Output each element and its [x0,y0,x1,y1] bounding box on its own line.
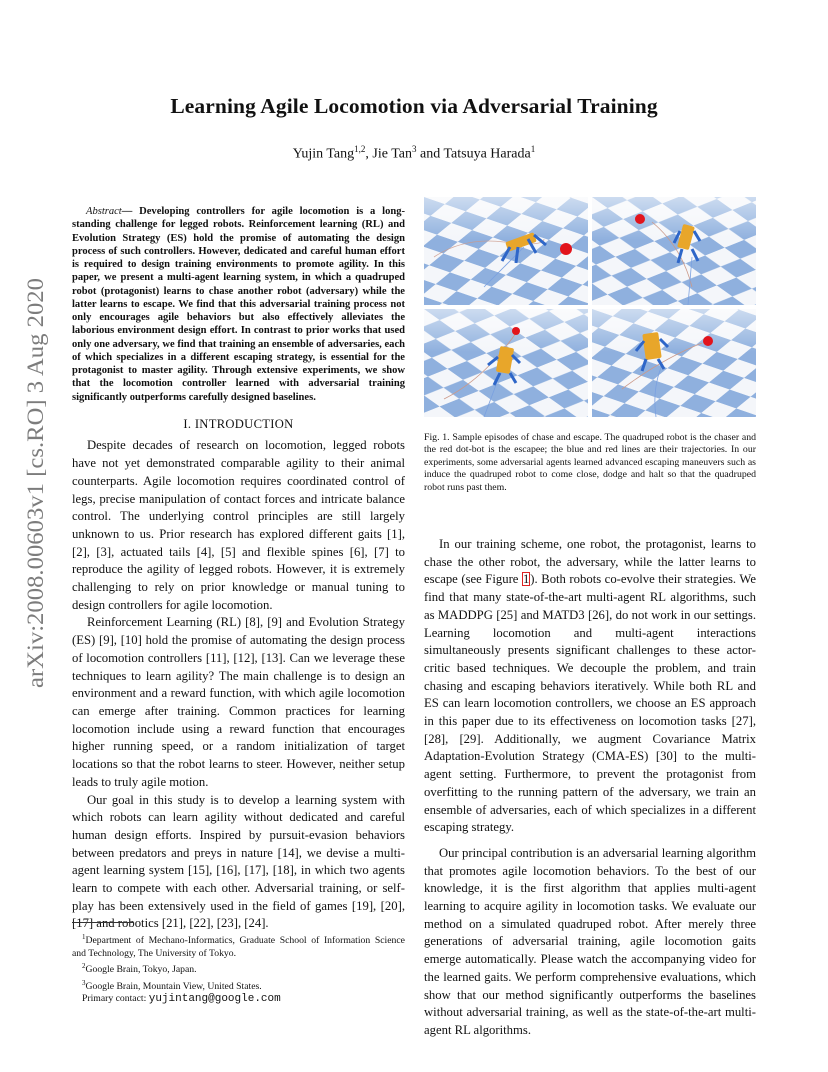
footnote-mark: 3 [82,978,86,987]
footnote-1 [72,931,405,960]
footnote-mark: 1 [82,933,86,941]
section-heading: I. INTRODUCTION [183,416,294,431]
paragraph-text: ). Both robots co-evolve their strategies. We find that many state-of-the-art multi-agent RL algorithms, such as MADDPG [25] and MATD3 [26], do not work in our settings. Learning locomotion and multi-agent interactions simultaneously presents significant challenges to these actor-critic based techniques. We decouple the problem, and train chasing and escaping behaviors iteratively. While both RL and ES can learn locomotion controllers, we choose an ES approach in this paper due to its effectiveness on locomotion tasks [27], [28], [29]. Additionally, we augment Covariance Matrix Adaptation-Evolution Strategy (CMA-ES) [30] to the multi-agent setting. Furthermore, to prevent the protagonist from overfitting to the running pattern of the adversary, we train an ensemble of adversaries, each of which specializes in a different escaping strategy. [424,572,756,835]
figure-caption: Fig. 1. Sample episodes of chase and escape. The quadruped robot is the chaser and the red dot-bot is the escapee; the blue and red lines are their trajectories. In our experiments, some adversarial agents learned advanced escaping maneuvers such as induce the quadruped robot to come close, dodge and halt so that the quadruped robot runs past them. [424,432,756,493]
right-column [424,536,756,1040]
footnote-2 [72,960,405,977]
left-column [72,205,405,933]
right-paragraph-1 [424,536,756,837]
footnote-3 [72,977,405,994]
affiliation-mark: 1,2 [354,144,366,154]
footnote-rule [72,922,134,923]
footnote-text: Google Brain, Mountain View, United States. [85,980,262,992]
footnote-text: Google Brain, Tokyo, Japan. [85,964,197,976]
sim-panel [424,309,588,417]
intro-paragraph-1: Despite decades of research on locomotion, legged robots have not yet demonstrated comparable agility to their animal counterparts. Agile locomotion requires coordinated control of legs, precise manipulation of contact forces and intricate balance control. The underlying control principles are still largely unknown to us. Prior research has explored different gaits [1], [2], [3], actuated tails [4], [5] and flexible spines [6], [7] to reproduce the agility of legged robots. However, it is extremely challenging to rely on prior knowledge or manual tuning to design controllers for agile locomotion. [72,438,405,612]
intro-paragraph-3: Our goal in this study is to develop a learning system with which robots can learn agility without dedicated and careful human design efforts. Inspired by pursuit-evasion behaviors between predators and preys in nature [14], we devise a multi-agent learning system [15], [16], [17], [18], in which two agents learn to compete with each other. Adversarial training, or self-play has been extensively used in the field of games [19], [20], [17] and robotics [21], [22], [23], [24]. [72,792,405,931]
arxiv-id-text: arXiv:2008.00603v1 [cs.RO] 3 Aug 2020 [23,305,48,688]
sim-panel [592,197,756,305]
figure-ref-link[interactable]: 1 [522,572,530,587]
sim-panel [592,309,756,417]
adversary-dot-icon [560,243,572,255]
adversary-dot-icon [635,214,645,224]
footnotes [72,931,405,1006]
footnote-mark: 2 [82,962,86,971]
footnote-text: Department of Mechano-Informatics, Graduate School of Information Science and Technology, The University of Tokyo. [72,935,405,959]
arxiv-identifier [12,270,52,690]
author-name: Tatsuya Harada [443,146,531,162]
affiliation-mark: 3 [411,144,417,154]
author-separator: and [416,146,444,162]
adversary-dot-icon [512,327,520,335]
affiliation-mark: 1 [530,144,536,154]
abstract [72,205,405,404]
sim-panel [424,197,588,305]
right-paragraph-2: Our principal contribution is an adversarial learning algorithm that promotes agile locomotion behaviors. To the best of our knowledge, it is the first algorithm that applies multi-agent learning to acquire agility in locomotion tasks. We evaluate our method on a simulated quadruped robot. After merely three generations of adversarial training, agile locomotion gaits emerge automatically. Please watch the accompanying video for the learned gaits. We perform comprehensive evaluations, which show that our method significantly outperforms the baselines without adversarial training, as well as the state-of-the-art multi-agent RL algorithms. [424,845,756,1037]
contact-email-link[interactable]: yujintang@google.com [148,993,281,1006]
adversary-dot-icon [703,336,713,346]
contact-label: Primary contact: [82,993,149,1005]
abstract-label: Abstract [86,206,122,217]
figure-1 [424,197,756,417]
abstract-text: Developing controllers for agile locomotion is a long-standing challenge for legged robots. Reinforcement learning (RL) and Evolution Strategy (ES) hold the promise of automating the design process of such controllers. However, dedicated and careful human effort is required to design training environments to promote agility. In this paper, we present a multi-agent learning system, in which a quadruped robot (protagonist) learns to chase another robot (adversary) while the latter learns to escape. We find that this adversarial training process not only encourages agile behaviors but also effectively alleviates the laborious environment design effort. In contrast to prior works that used only one adversary, we find that training an ensemble of adversaries, each of which specializes in a different escaping strategy, is essential for the protagonist to master agility. Through extensive experiments, we show that the locomotion controller learned with adversarial training significantly outperforms carefully designed baselines. [72,206,405,403]
abstract-dash: — [121,206,140,217]
primary-contact [72,993,405,1005]
author-list [0,144,828,163]
author-name: Yujin Tang [292,146,355,162]
intro-paragraph-2: Reinforcement Learning (RL) [8], [9] and Evolution Strategy (ES) [9], [10] hold the promise of automating the design process of locomotion controllers [11], [12], [13]. Can we leverage these techniques to learn agility? The main challenge is to design an environment and a reward function, with which agile locomotion can emerge after training. Common practices for learning locomotion include using a reward function that encourages higher running speed, or a random initialization of target locations so that the robot learns to steer. However, neither setup leads to truly agile motion. [72,615,405,789]
author-separator: , [365,146,373,162]
paper-title: Learning Agile Locomotion via Adversarial Training [170,94,658,118]
paragraph-text: In our training scheme, one robot, the protagonist, learns to chase the other robot, the adversary, while the latter learns to escape (see Figure [424,537,756,587]
author-name: Jie Tan [372,146,412,162]
